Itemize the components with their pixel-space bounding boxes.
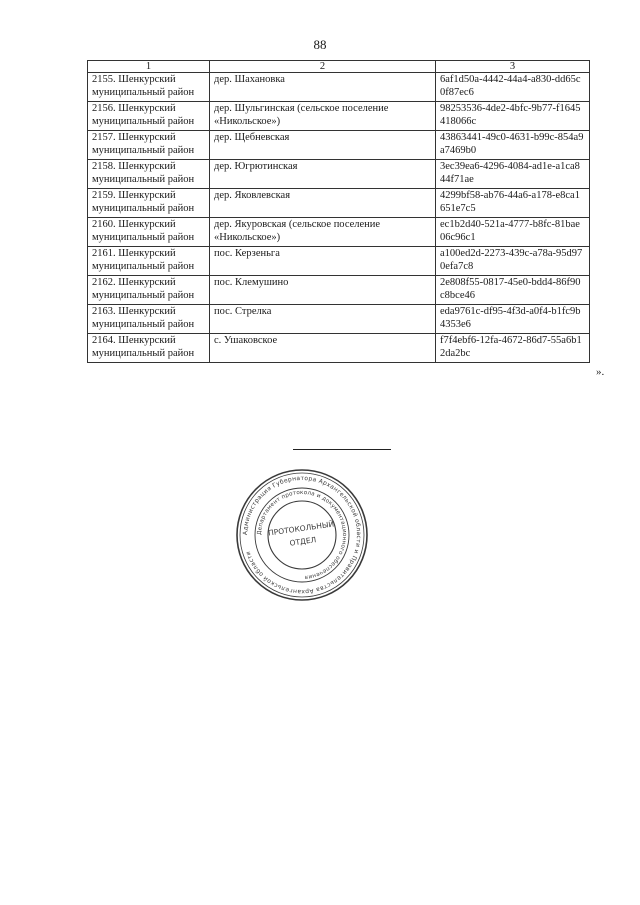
settlement-cell: дер. Шахановка <box>210 73 436 102</box>
guid-cell: 2e808f55-0817-45e0-bdd4-86f90c8bce46 <box>436 276 590 305</box>
table-row <box>88 334 590 363</box>
guid-cell: 4299bf58-ab76-44a6-a178-e8ca1651e7c5 <box>436 189 590 218</box>
district-cell: 2155. Шенкурский муниципальный район <box>88 73 210 102</box>
seal-center-line2: ОТДЕЛ <box>289 535 317 548</box>
seal-center-line1: ПРОТОКОЛЬНЫЙ <box>267 519 335 538</box>
table-row <box>88 102 590 131</box>
settlement-cell: дер. Шульгинская (сельское поселение «Никольское») <box>210 102 436 131</box>
closing-quote: ». <box>596 366 605 378</box>
guid-cell: ec1b2d40-521a-4777-b8fc-81bae06c96c1 <box>436 218 590 247</box>
guid-cell: f7f4ebf6-12fa-4672-86d7-55a6b12da2bc <box>436 334 590 363</box>
district-cell: 2156. Шенкурский муниципальный район <box>88 102 210 131</box>
official-seal <box>234 467 370 603</box>
district-cell: 2161. Шенкурский муниципальный район <box>88 247 210 276</box>
column-header-2: 2 <box>210 61 436 73</box>
register-table <box>87 60 590 363</box>
settlement-cell: дер. Югрютинская <box>210 160 436 189</box>
table-row <box>88 160 590 189</box>
table-row <box>88 276 590 305</box>
table-row <box>88 247 590 276</box>
settlement-cell: пос. Стрелка <box>210 305 436 334</box>
district-cell: 2158. Шенкурский муниципальный район <box>88 160 210 189</box>
guid-cell: 98253536-4de2-4bfc-9b77-f1645418066c <box>436 102 590 131</box>
district-cell: 2162. Шенкурский муниципальный район <box>88 276 210 305</box>
district-cell: 2164. Шенкурский муниципальный район <box>88 334 210 363</box>
seal-inner-text: Департамент протокола и документационного обеспечения <box>256 489 348 580</box>
guid-cell: eda9761c-df95-4f3d-a0f4-b1fc9b4353e6 <box>436 305 590 334</box>
page-number: 88 <box>313 37 327 52</box>
table-header-row <box>88 61 590 73</box>
guid-cell: 3ec39ea6-4296-4084-ad1e-a1ca844f71ae <box>436 160 590 189</box>
settlement-cell: пос. Керзеньга <box>210 247 436 276</box>
table-row <box>88 305 590 334</box>
table-row <box>88 131 590 160</box>
separator-line <box>293 449 391 450</box>
settlement-cell: с. Ушаковское <box>210 334 436 363</box>
settlement-cell: дер. Якуровская (сельское поселение «Никольское») <box>210 218 436 247</box>
settlement-cell: дер. Яковлевская <box>210 189 436 218</box>
settlement-cell: дер. Щебневская <box>210 131 436 160</box>
guid-cell: a100ed2d-2273-439c-a78a-95d970efa7c8 <box>436 247 590 276</box>
settlement-cell: пос. Клемушино <box>210 276 436 305</box>
district-cell: 2160. Шенкурский муниципальный район <box>88 218 210 247</box>
guid-cell: 6af1d50a-4442-44a4-a830-dd65c0f87ec6 <box>436 73 590 102</box>
column-header-1: 1 <box>88 61 210 73</box>
table-body <box>88 73 590 363</box>
district-cell: 2157. Шенкурский муниципальный район <box>88 131 210 160</box>
table-row <box>88 189 590 218</box>
table-row <box>88 73 590 102</box>
column-header-3: 3 <box>436 61 590 73</box>
district-cell: 2159. Шенкурский муниципальный район <box>88 189 210 218</box>
table-row <box>88 218 590 247</box>
seal-outer-text: Администрация Губернатора Архангельской области и Правительства Архангельской области <box>241 474 363 596</box>
guid-cell: 43863441-49c0-4631-b99c-854a9a7469b0 <box>436 131 590 160</box>
district-cell: 2163. Шенкурский муниципальный район <box>88 305 210 334</box>
